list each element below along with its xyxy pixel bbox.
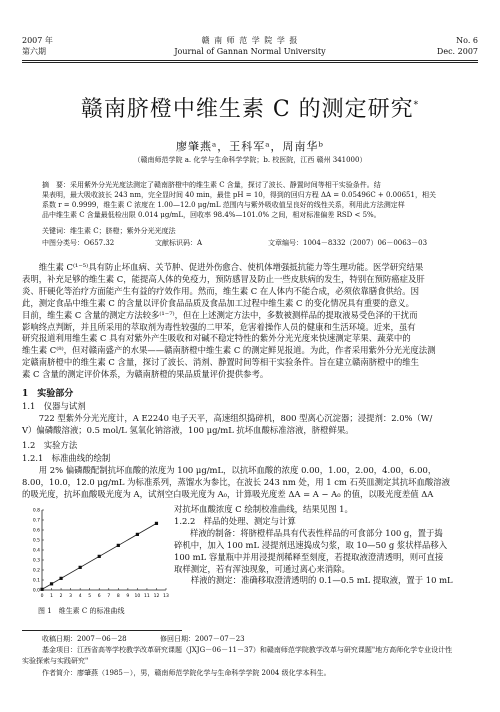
article-title <box>0 92 500 123</box>
x-tick-label: 4 <box>78 594 82 599</box>
abstract-line: 系数 r = 0.9999，维生素 C 浓度在 1.00—12.0 μg/mL 范围内与紫外吸收值呈良好的线性关系，利用此方法测定样 <box>42 201 405 209</box>
x-tick-label: 0 <box>40 594 44 599</box>
data-point <box>40 588 43 591</box>
intro-line: 维生素 C⁽¹⁻⁵⁾具有防止坏血病、关节肿、促进外伤愈合、使机体增强抵抗能力等生理功能。医学研究结果 <box>22 262 424 272</box>
abstract-line: 摘 要：采用紫外分光光度法测定了赣南脐橙中的维生素 C 含量，探讨了波长、静置时间等相干实验条件。结 <box>42 181 381 189</box>
data-point <box>98 555 101 558</box>
x-tick-label: 13 <box>163 594 169 599</box>
header-number: No. 6 <box>456 36 478 45</box>
clc-number: 中图分类号：O657.32 <box>42 239 115 247</box>
article-id: 文章编号：1004－8332（2007）06－0063－03 <box>268 239 428 247</box>
x-tick-label: 8 <box>116 594 120 599</box>
intro-line: 炎、肝硬化等治疗方面能产生有益的疗效作用。然而，维生素 C 在人体内不能合成，必须依靠膳食供给。因 <box>22 285 419 296</box>
footnote-rule <box>22 630 182 631</box>
y-tick-label: 0.5 <box>32 538 40 544</box>
y-tick-label: 0.7 <box>32 518 40 524</box>
header-rule-2 <box>22 62 478 63</box>
journal-title-cn: 赣 南 师 范 学 院 学 报 <box>201 36 299 45</box>
x-tick-label: 11 <box>144 594 150 599</box>
intro-line: 影响终点判断，并且所采用的萃取剂为毒性较强的二甲苯，危害着操作人员的健康和生活环境。近来，虽有 <box>22 321 416 332</box>
x-tick-label: 7 <box>107 594 111 599</box>
figure-1 <box>22 504 172 604</box>
header-year: 2007 年 <box>22 36 53 45</box>
x-tick-label: 12 <box>153 594 160 599</box>
x-tick-label: 1 <box>50 594 53 599</box>
right-column-line: 样液的测定：准确移取澄清透明的 0.1—0.5 mL 提取液，置于 10 mL <box>174 575 453 586</box>
data-point <box>79 566 82 569</box>
x-tick-label: 5 <box>88 594 92 599</box>
right-column-line: 碎机中，加入 100 mL 浸提剂迅速捣成匀浆，取 10—50 g 浆状样品移入 <box>174 539 448 550</box>
intro-line: 研究报道利用维生素 C 具有对紫外产生吸收和对碱不稳定特性的紫外分光光度来快速测定苹果、蔬菜中的 <box>22 333 411 344</box>
standard-curve-line: 的吸光度，抗坏血酸吸光度为 A，试剂空白吸光度为 A₀，计算吸光度差 ΔA = A − A₀ 的值，以吸光度差值 ΔA <box>22 488 434 499</box>
right-column-line: 对抗坏血酸浓度 C 绘制校准曲线，结果见图 1。 <box>174 504 353 514</box>
data-point <box>136 533 139 536</box>
intro-line: 表明，补充足够的维生素 C，能提高人体的免疫力，预防感冒及防止一些皮肤病的发生，特别在预防癌症及肝 <box>22 273 425 284</box>
standard-curve-line: 用 2% 偏磷酸配制抗坏血酸的浓度为 100 μg/mL，以抗坏血酸的浓度 0.00，1.00，2.00，4.00，6.00， <box>22 465 437 475</box>
right-column <box>174 504 478 587</box>
x-tick-label: 9 <box>126 594 130 599</box>
instruments-line: 722 型紫外分光光度计，A E2240 电子天平，高速组织捣碎机，800 型离心沉淀器；浸提剂：2.0%（W/ <box>22 413 433 423</box>
revised-date: 修回日期：2007－07－23 <box>160 635 245 643</box>
subsection-heading: 1.2 实验方法 <box>22 440 78 450</box>
abstract-line: 品中维生素 C 含量最低检出限 0.014 μg/mL，回收率 98.4%—101.0% 之间，相对标准偏差 RSD < 5%。 <box>42 211 381 219</box>
data-point <box>117 544 120 547</box>
instruments-text <box>22 413 478 437</box>
x-tick-label: 6 <box>97 594 101 599</box>
data-point <box>50 582 53 585</box>
y-tick-label: 0.2 <box>32 568 40 574</box>
authors: 廖肇燕ᵃ，王科军ᵃ，周南华ᵇ <box>176 140 324 153</box>
intro-line: 维生素 C⁽⁸⁾，但对赣南盛产的水果——赣南脐橙中维生素 C 的测定鲜见报道。为此，作者采用紫外分光光度法测 <box>22 345 436 356</box>
document-code: 文献标识码：A <box>155 239 203 247</box>
title-footnote-mark: * <box>413 100 420 111</box>
fund-note: 基金项目：江西省高等学校教学改革研究课题（JXJG－06－11－37）和赣南师范学院教学改革与研究课题"地方高师化学专业设计性 <box>42 646 453 654</box>
intro-line: 此，测定食品中维生素 C 的含量以评价食品品质及食品加工过程中维生素 C 的变化情况具有重要的意义。 <box>22 297 414 308</box>
intro-line: 定赣南脐橙中的维生素 C 含量，探讨了波长、消剂、静置时间等相干实验条件。旨在建立赣南脐橙中的维生 <box>22 357 419 368</box>
right-column-line: 100 mL 容量瓶中并用浸提剂稀释至刻度，若提取液澄清透明，则可直接 <box>174 551 444 562</box>
data-point <box>155 522 158 525</box>
y-tick-label: 0.3 <box>32 558 40 564</box>
y-tick-label: 0.4 <box>32 548 40 554</box>
x-tick-label: 2 <box>59 594 63 599</box>
y-tick-label: 0.0 <box>32 588 40 594</box>
x-tick-label: 3 <box>69 594 73 599</box>
x-tick-label: 10 <box>134 594 141 599</box>
figure-caption: 图 1 维生素 C 的标准曲线 <box>38 607 125 615</box>
keywords: 关键词：维生素 C；脐橙；紫外分光光度法 <box>42 227 176 235</box>
author-note: 作者简介：廖肇燕（1985－），男，赣南师范学院化学与生命科学学院 2004 级化学本科生。 <box>42 669 331 677</box>
header-issue: 第六期 <box>22 47 46 56</box>
right-column-line: 取样测定，若有浑浊现象，可通过离心来消除。 <box>174 563 350 574</box>
standard-curve-chart <box>22 504 172 604</box>
received-date: 收稿日期：2007－06－28 <box>42 635 127 643</box>
article-title-text: 赣南脐橙中维生素 C 的测定研究 <box>80 97 414 122</box>
data-point <box>59 577 62 580</box>
journal-title-en: Journal of Gannan Normal University <box>174 47 326 56</box>
header-date: Dec. 2007 <box>436 47 478 56</box>
intro-line: 目前，维生素 C 含量的测定方法较多⁽¹⁻⁷⁾，但在上述测定方法中，多数被测样品的提取液易受色泽的干扰而 <box>22 309 418 320</box>
right-column-line: 样液的制备：将脐橙样品具有代表性样品的可食部分 100 g，置于捣 <box>190 527 443 538</box>
y-tick-label: 0.6 <box>32 528 40 534</box>
section-heading: 1 实验部分 <box>22 389 74 399</box>
standard-curve-text <box>22 465 478 501</box>
subsubsection-heading: 1.2.1 标准曲线的绘制 <box>22 453 111 463</box>
subsubsection-heading: 1.2.2 样品的处理、测定与计算 <box>174 515 296 526</box>
header-rule <box>22 60 478 61</box>
abstract-line: 果表明，最大吸收波长 243 nm，完全显时间 40 min，最佳 pH = 10，得到的回归方程 ΔA = 0.05496C + 0.00651，相关 <box>42 191 436 199</box>
fund-note-2: 实验探索与实践研究" <box>22 657 89 665</box>
subsection-heading: 1.1 仪器与试剂 <box>22 401 86 411</box>
standard-curve-line: 8.00，10.0，12.0 μg/mL 为标准系列，蒸馏水为参比，在波长 243 nm 处，用 1 cm 石英皿测定其抗坏血酸溶液 <box>22 476 451 487</box>
y-tick-label: 0.1 <box>32 578 40 584</box>
affiliation: （赣南师范学院 a. 化学与生命科学学院；b. 校医院，江西 赣州 341000） <box>133 156 367 164</box>
instruments-line: V）偏磷酸溶液；0.5 mol/L 氢氧化钠溶液，100 μg/mL 抗坏血酸标准溶液，脐橙鲜果。 <box>22 424 354 435</box>
introduction <box>22 262 478 381</box>
y-tick-label: 0.8 <box>32 508 40 514</box>
abstract <box>42 180 462 220</box>
intro-line: 素 C 含量的测定评价体系，为赣南脐橙的果品质量评价提供参考。 <box>22 369 269 380</box>
